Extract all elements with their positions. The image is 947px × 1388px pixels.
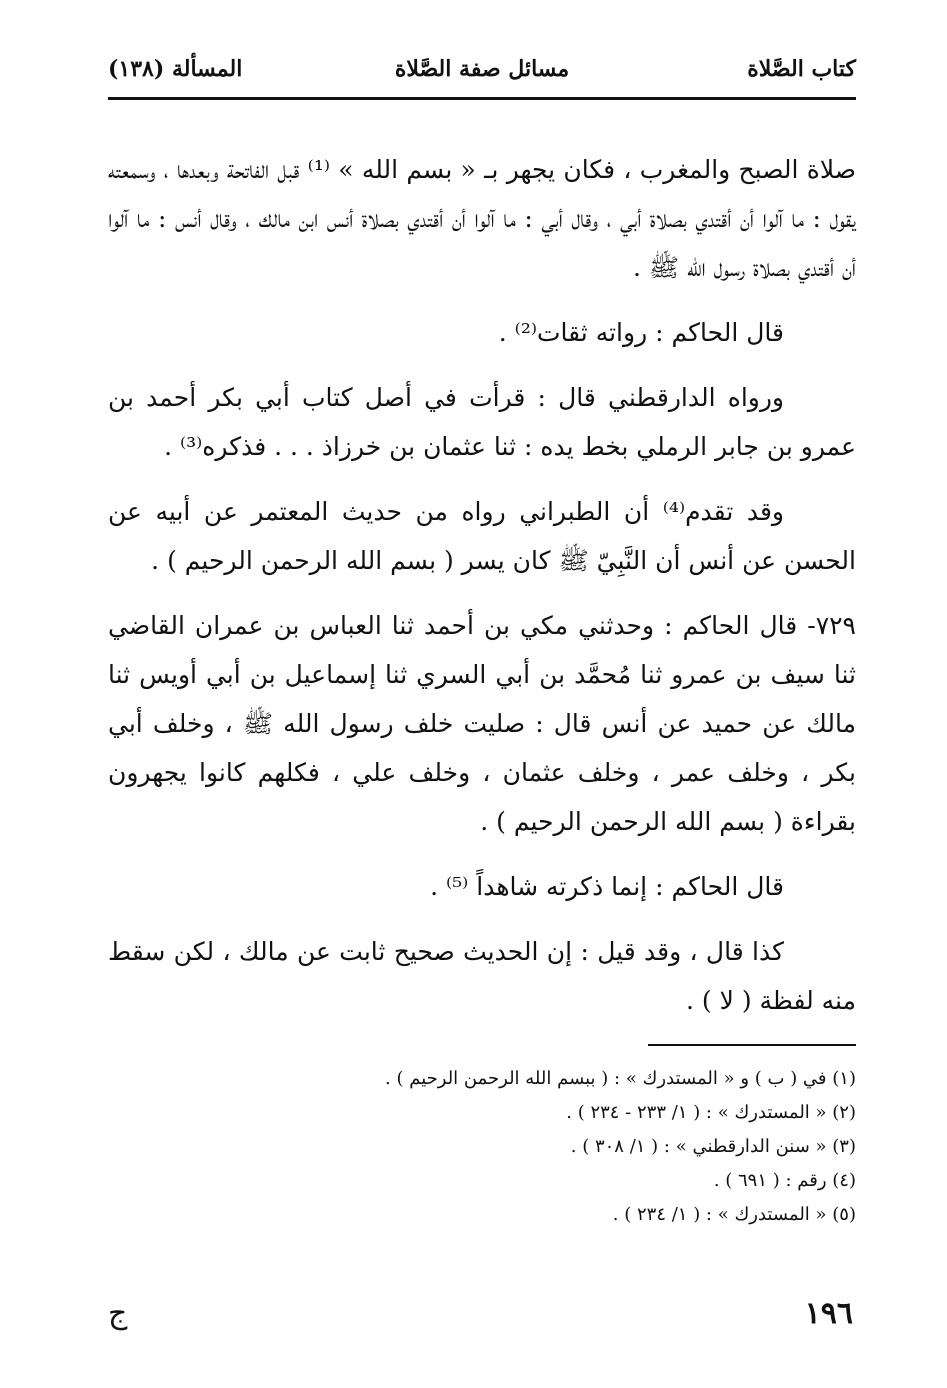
header-chapter-title: مسائل صفة الصَّلاة (394, 56, 570, 82)
paragraph-4: وقد تقدم⁽⁴⁾ أن الطبراني رواه من حديث المعتمر عن أبيه عن الحسن عن أنس أن النَّبِيّ ﷺ كان يسر ( بسم الله الرحمن الرحيم ) . (108, 497, 856, 575)
paragraph-2: قال الحاكم : رواته ثقات⁽²⁾ . (498, 318, 784, 347)
page-number: ١٩٦ (804, 1296, 853, 1331)
footnote-2: (٢) « المستدرك » : ( ١/ ٢٣٣ - ٢٣٤ ) . (566, 1102, 856, 1123)
footnote-1: (١) في ( ب ) و « المستدرك » : ( ببسم الله الرحمن الرحيم ) . (385, 1068, 856, 1089)
signature-mark: ج (108, 1296, 128, 1331)
running-header (108, 52, 856, 88)
main-text (108, 145, 856, 1041)
footnote-5: (٥) « المستدرك » : ( ١/ ٢٣٤ ) . (612, 1204, 856, 1225)
paragraph-3: ورواه الدارقطني قال : قرأت في أصل كتاب أبي بكر أحمد بن عمرو بن جابر الرملي بخط يده : ثنا عثمان بن خرزاذ . . . فذكره⁽³⁾ . (108, 383, 856, 461)
paragraph-5: ٧٢٩- قال الحاكم : وحدثني مكي بن أحمد ثنا العباس بن عمران القاضي ثنا سيف بن عمرو ثنا مُحمَّد بن أبي السري ثنا إسماعيل بن أبي أويس ثنا مالك عن حميد عن أنس قال : صليت خلف رسول الله ﷺ ، وخلف أبي بكر ، وخلف عمر ، وخلف عثمان ، وخلف علي ، فكلهم كانوا يجهرون بقراءة ( بسم الله الرحمن الرحيم ) . (108, 611, 856, 836)
footnote-4: (٤) رقم : ( ٦٩١ ) . (713, 1170, 856, 1191)
paragraph-6: قال الحاكم : إنما ذكرته شاهداً ⁽⁵⁾ . (430, 872, 784, 901)
footnote-3: (٣) « سنن الدارقطني » : ( ١/ ٣٠٨ ) . (570, 1136, 856, 1157)
paragraph-7: كذا قال ، وقد قيل : إن الحديث صحيح ثابت عن مالك ، لكن سقط منه لفظة ( لا ) . (108, 937, 856, 1015)
header-book-title: كتاب الصَّلاة (747, 56, 856, 82)
paragraph-1: صلاة الصبح والمغرب ، فكان يجهر بـ « بسم الله » ⁽¹⁾ قبل الفاتحة وبعدها ، وسمعته يقول : ما آلوا أن أقتدي بصلاة أبي ، وقال أبي : ما آلوا أن أقتدي بصلاة أنس ابن مالك ، وقال أنس : ما آلوا أن أقتدي بصلاة رسول الله ﷺ . (108, 155, 856, 282)
footnote-separator (648, 1044, 856, 1046)
footnotes (108, 1062, 856, 1232)
header-issue-number: المسألة (١٣٨) (108, 56, 243, 82)
header-rule (108, 97, 856, 100)
